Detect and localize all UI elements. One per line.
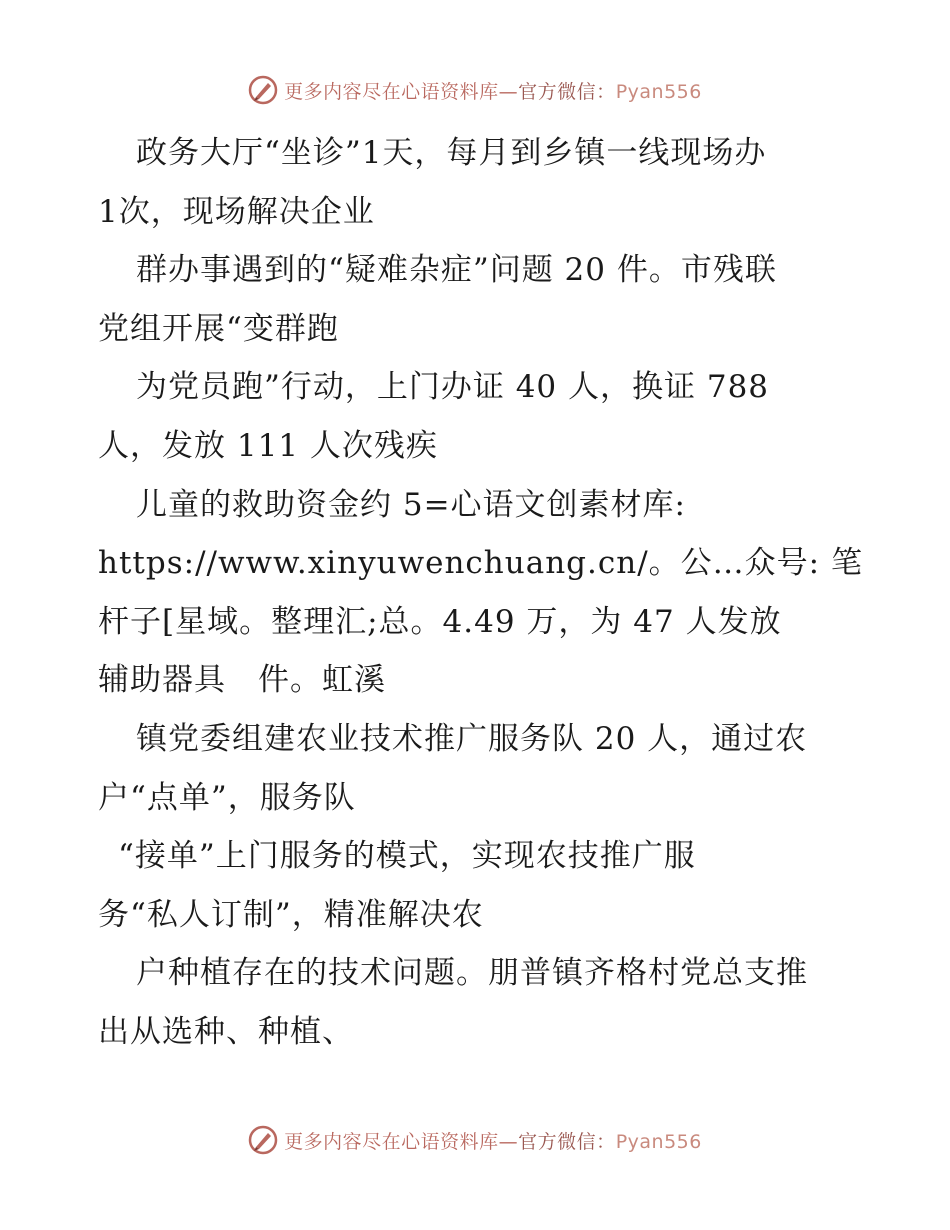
document-body bbox=[98, 124, 863, 1062]
text-line: 户“点单”，服务队 bbox=[98, 779, 356, 816]
watermark-channel-id: Pyan556 bbox=[615, 1130, 702, 1153]
text-line: 务“私人订制”，精准解决农 bbox=[98, 896, 484, 933]
watermark-channel-id: Pyan556 bbox=[615, 80, 702, 103]
text-line: https://www.xinyuwenchuang.cn/。公…众号: 笔 bbox=[98, 545, 863, 582]
watermark-separator: — bbox=[498, 1130, 519, 1153]
text-line: 镇党委组建农业技术推广服务队 20 人，通过农 bbox=[136, 720, 808, 757]
pen-logo-icon bbox=[248, 1125, 278, 1155]
text-line: 1次，现场解决企业 bbox=[98, 193, 375, 230]
header-watermark bbox=[0, 70, 950, 110]
pen-logo-icon bbox=[248, 75, 278, 105]
text-line: 辅助器具 件。虹溪 bbox=[98, 662, 386, 699]
watermark-main: 更多内容尽在心语资料库 bbox=[284, 80, 499, 103]
text-line: 群办事遇到的“疑难杂症”问题 20 件。市残联 bbox=[136, 252, 777, 289]
text-line: 杆子[星域。整理汇;总。4.49 万，为 47 人发放 bbox=[98, 603, 782, 640]
watermark-text bbox=[284, 77, 702, 104]
text-line: “接单”上门服务的模式，实现农技推广服 bbox=[118, 838, 696, 875]
text-line: 政务大厅“坐诊”1天，每月到乡镇一线现场办 bbox=[136, 135, 767, 171]
watermark-text bbox=[284, 1127, 702, 1154]
text-line: 党组开展“变群跑 bbox=[98, 310, 339, 347]
watermark-separator: — bbox=[498, 80, 519, 103]
text-line: 儿童的救助资金约 5=心语文创素材库: bbox=[136, 486, 686, 523]
text-line: 户种植存在的技术问题。朋普镇齐格村党总支推 bbox=[136, 955, 808, 992]
watermark-main: 更多内容尽在心语资料库 bbox=[284, 1130, 499, 1153]
text-line: 人，发放 111 人次残疾 bbox=[98, 427, 438, 464]
watermark-channel-label: 官方微信： bbox=[518, 80, 616, 103]
text-line: 为党员跑”行动，上门办证 40 人，换证 788 bbox=[136, 369, 770, 406]
watermark-channel-label: 官方微信： bbox=[518, 1130, 616, 1153]
footer-watermark bbox=[0, 1120, 950, 1160]
text-line: 出从选种、种植、 bbox=[98, 1013, 354, 1050]
